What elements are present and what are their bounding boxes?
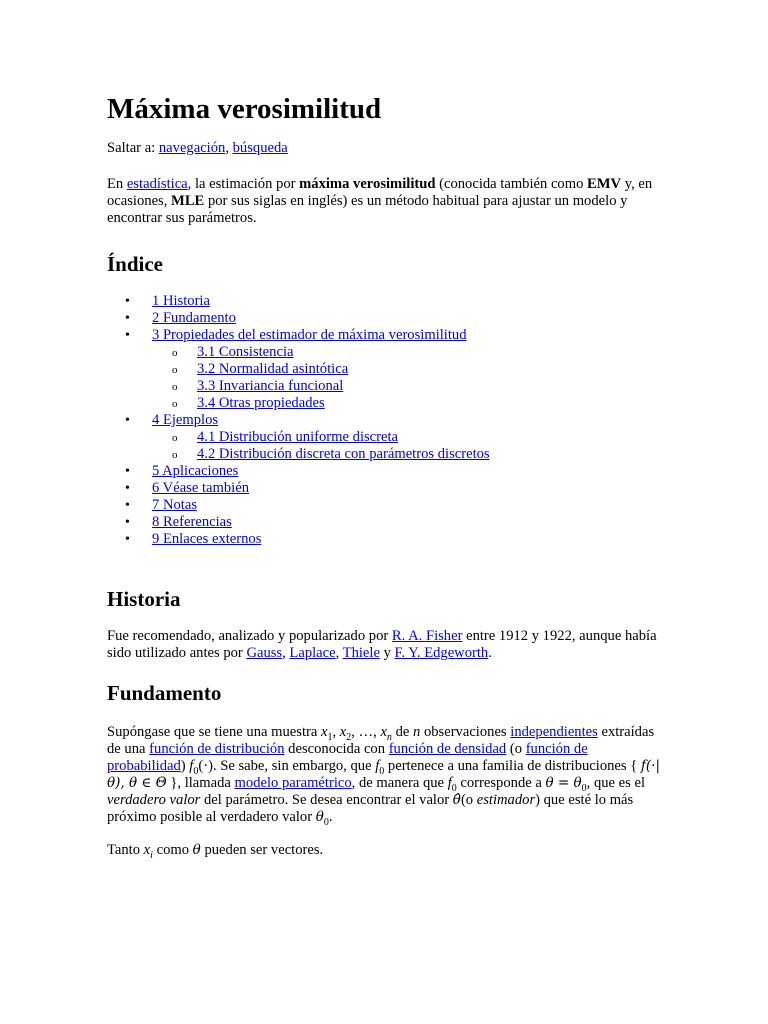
link-edgeworth[interactable]: F. Y. Edgeworth [394, 645, 489, 661]
toc-item [107, 497, 661, 514]
toc-link-aplicaciones[interactable]: 5 Aplicaciones [152, 463, 239, 479]
toc-link-discreta[interactable]: 4.2 Distribución discreta con parámetros discretos [197, 446, 490, 462]
term-emv: EMV [587, 176, 622, 192]
historia-paragraph: Fue recomendado, analizado y popularizado por R. A. Fisher entre 1912 y 1922, aunque había sido utilizado antes por Gauss, Laplace, Thiele y F. Y. Edgeworth. [107, 628, 657, 661]
toc-subitem [152, 429, 661, 446]
toc-subitem [152, 446, 661, 463]
link-gauss[interactable]: Gauss [246, 645, 283, 661]
navigation-link[interactable]: navegación [158, 140, 226, 156]
jump-prefix: Saltar a: [107, 140, 159, 156]
toc-item [107, 412, 661, 463]
estimator-symbol: θ̂ [452, 792, 461, 808]
toc-link-uniforme[interactable]: 4.1 Distribución uniforme discreta [197, 429, 399, 445]
toc-link-consistencia[interactable]: 3.1 Consistencia [197, 344, 294, 360]
toc-link-propiedades[interactable]: 3 Propiedades del estimador de máxima verosimilitud [152, 327, 467, 343]
toc-link-normalidad[interactable]: 3.2 Normalidad asintótica [197, 361, 349, 377]
fundamento-paragraph: Supóngase que se tiene una muestra $x_1$, $x_2$, …, $x_n$ de n observaciones independientes extraídas de una función de distribución desconocida con función de densidad (o función de probabilidad) $f_0(\cdot)$. Se sabe, sin embargo, que $f_0$ pertenece a una familia de distribuciones { f(·|θ), θ ∈ Θ }, llamada modelo paramétrico, de manera que $f_0$ corresponde a $\theta = \theta_0$, que es el verdadero valor del parámetro. Se desea encontrar el valor θ̂(o estimador) que esté lo más próximo posible al verdadero valor $\theta_0$. [107, 724, 660, 828]
toc-link-enlaces[interactable]: 9 Enlaces externos [152, 531, 262, 547]
toc-item [107, 514, 661, 531]
link-funcion-probabilidad[interactable]: función de probabilidad [107, 741, 588, 774]
link-independientes[interactable]: independientes [510, 724, 598, 740]
parametric-family-formula: f(·|θ), θ ∈ Θ [107, 758, 660, 791]
search-link[interactable]: búsqueda [232, 140, 288, 156]
toc-heading: Índice [107, 252, 164, 276]
link-funcion-densidad[interactable]: función de densidad [388, 741, 507, 757]
link-estadistica[interactable]: estadística [126, 176, 188, 192]
link-laplace[interactable]: Laplace [289, 645, 336, 661]
toc-subitem [152, 395, 661, 412]
toc-sublist [152, 344, 661, 412]
term-maxima-verosimilitud: máxima verosimilitud [299, 176, 436, 192]
page-title: Máxima verosimilitud [107, 93, 382, 125]
toc-link-referencias[interactable]: 8 Referencias [152, 514, 232, 530]
table-of-contents [107, 293, 661, 548]
toc-item [107, 531, 661, 548]
toc-sublist [152, 429, 661, 463]
toc-subitem [152, 344, 661, 361]
toc-item [107, 293, 661, 310]
toc-subitem [152, 361, 661, 378]
toc-item [107, 480, 661, 497]
toc-link-notas[interactable]: 7 Notas [152, 497, 197, 513]
toc-link-fundamento[interactable]: 2 Fundamento [152, 310, 236, 326]
toc-link-vease[interactable]: 6 Véase también [152, 480, 249, 496]
intro-paragraph: En estadística, la estimación por máxima verosimilitud (conocida también como EMV y, en ocasiones, MLE por sus siglas en inglés) es un método habitual para ajustar un modelo y encontrar sus parámetros. [107, 176, 653, 226]
link-modelo-parametrico[interactable]: modelo paramétrico [234, 775, 352, 791]
toc-item [107, 463, 661, 480]
term-mle: MLE [171, 193, 205, 209]
toc-link-historia[interactable]: 1 Historia [152, 293, 210, 309]
toc-subitem [152, 378, 661, 395]
jump-links: Saltar a: navegación, búsqueda [107, 140, 288, 156]
term-estimador: estimador [476, 792, 536, 808]
section-heading-fundamento: Fundamento [107, 681, 222, 705]
section-heading-historia: Historia [107, 587, 181, 611]
vectores-paragraph: Tanto $x_i$ como θ pueden ser vectores. [107, 842, 324, 861]
toc-item [107, 327, 661, 412]
toc-link-ejemplos[interactable]: 4 Ejemplos [152, 412, 219, 428]
term-verdadero-valor: verdadero valor [107, 792, 201, 808]
link-fisher[interactable]: R. A. Fisher [391, 628, 463, 644]
toc-link-otras[interactable]: 3.4 Otras propiedades [197, 395, 325, 411]
true-value-formula: θ = θ [545, 775, 582, 791]
link-thiele[interactable]: Thiele [342, 645, 380, 661]
link-funcion-distribucion[interactable]: función de distribución [149, 741, 285, 757]
toc-link-invariancia[interactable]: 3.3 Invariancia funcional [197, 378, 344, 394]
toc-item [107, 310, 661, 327]
